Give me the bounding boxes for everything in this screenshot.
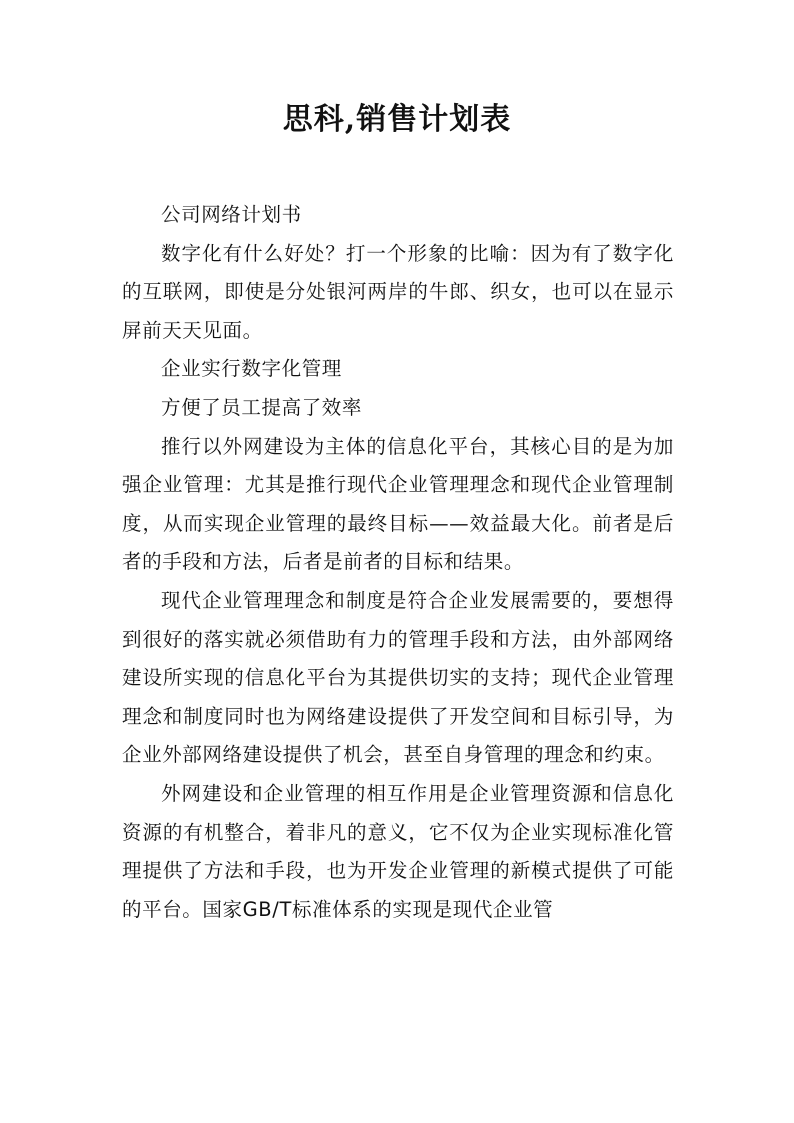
paragraph-digital-management: 企业实行数字化管理 [161,357,342,381]
paragraph-efficiency: 方便了员工提高了效率 [161,395,363,419]
paragraph-digital-benefits: 数字化有什么好处？打一个形象的比喻：因为有了数字化的互联网，即使是分处银河两岸的牛郎、织女，也可以在显示屏前天天见面。 [122,241,674,342]
paragraph-information-platform: 推行以外网建设为主体的信息化平台，其核心目的是为加强企业管理：尤其是推行现代企业管理理念和现代企业管理制度，从而实现企业管理的最终目标——效益最大化。前者是后者的手段和方法，后者是前者的目标和结果。 [122,434,674,574]
document-title: 思科,销售计划表 [282,102,512,137]
paragraph-management-concepts: 现代企业管理理念和制度是符合企业发展需要的，要想得到很好的落实就必须借助有力的管理手段和方法，由外部网络建设所实现的信息化平台为其提供切实的支持；现代企业管理理念和制度同时也为网络建设提供了开发空间和目标引导，为企业外部网络建设提供了机会，甚至自身管理的理念和约束。 [122,588,674,767]
document-body [122,196,674,929]
paragraph-resource-integration: 外网建设和企业管理的相互作用是企业管理资源和信息化资源的有机整合，着非凡的意义，它不仅为企业实现标准化管理提供了方法和手段，也为开发企业管理的新模式提供了可能的平台。国家GB/T标准体系的实现是现代企业管 [122,781,674,921]
paragraph-heading-network-plan: 公司网络计划书 [161,203,302,226]
